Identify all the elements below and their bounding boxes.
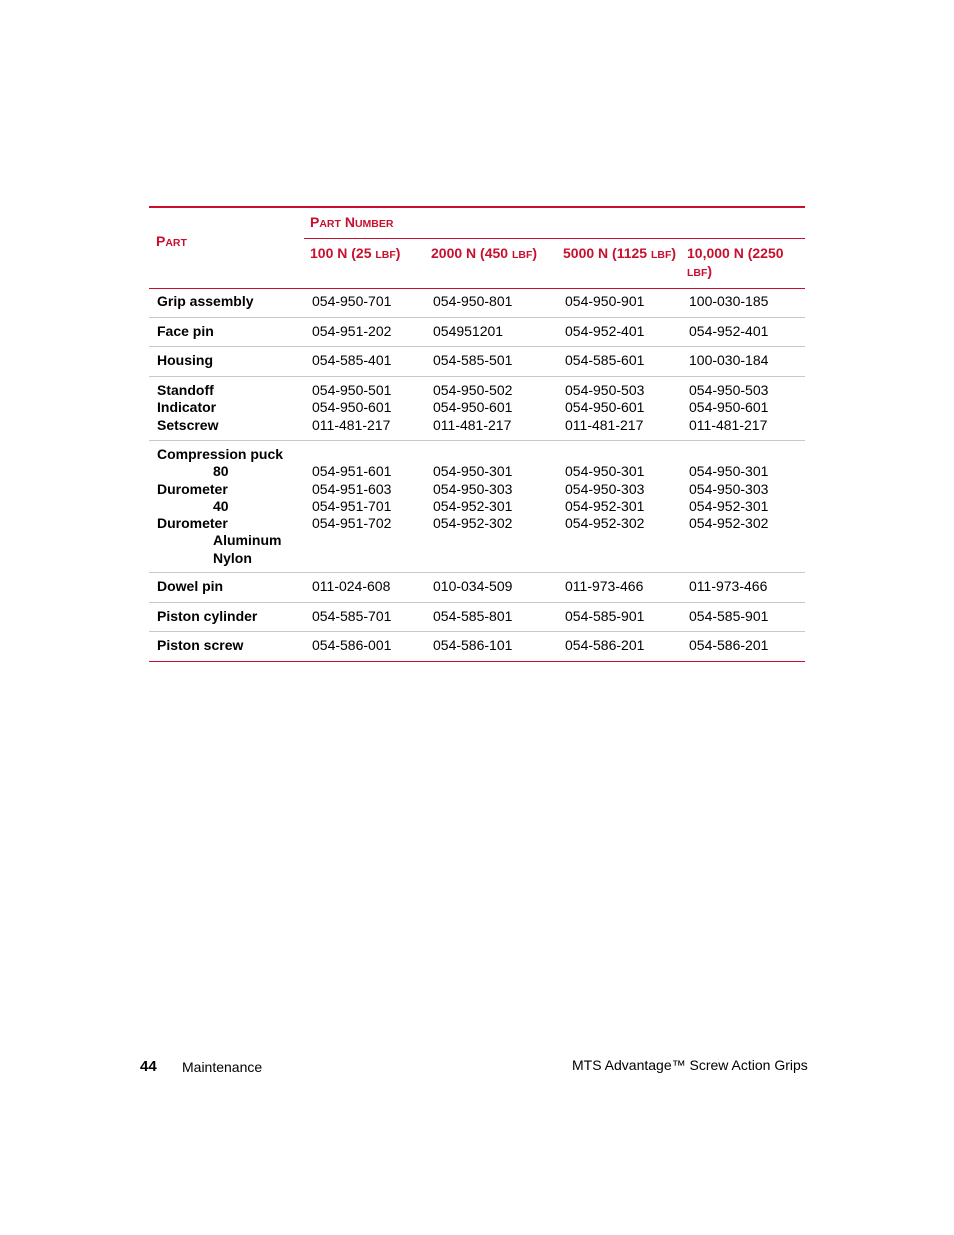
table-row bbox=[149, 441, 805, 573]
part-number bbox=[689, 446, 768, 463]
part-number: 054-950-601 bbox=[689, 399, 769, 416]
part-number: 054-585-401 bbox=[312, 352, 392, 368]
header-part bbox=[156, 233, 187, 249]
part-number: 054-951-702 bbox=[312, 515, 392, 532]
cell-2000n bbox=[433, 446, 512, 532]
col-header-text: 2000 N (450 bbox=[431, 245, 512, 261]
part-number: 054-585-701 bbox=[312, 608, 392, 624]
part-cell bbox=[157, 446, 283, 567]
part-number: 054-952-301 bbox=[433, 497, 513, 514]
part-name: Setscrew bbox=[157, 416, 219, 433]
col-header-text: 5000 N (1125 bbox=[563, 245, 651, 261]
part-cell bbox=[157, 352, 213, 369]
cell-10000n bbox=[689, 637, 768, 654]
part-number: 054-586-101 bbox=[433, 637, 513, 653]
part-number: 011-481-217 bbox=[565, 416, 644, 433]
part-number: 054-952-302 bbox=[565, 515, 645, 532]
part-name: Indicator bbox=[157, 399, 217, 416]
table-top-rule bbox=[149, 206, 805, 208]
part-name: Durometer bbox=[157, 480, 228, 497]
cell-10000n bbox=[689, 608, 768, 625]
part-name: Aluminum bbox=[213, 532, 282, 549]
cell-2000n bbox=[433, 293, 512, 310]
part-name: Durometer bbox=[157, 515, 228, 532]
part-number: 054-951-202 bbox=[312, 323, 392, 339]
part-number bbox=[433, 446, 512, 463]
part-number: 054-585-801 bbox=[433, 608, 513, 624]
cell-10000n bbox=[689, 323, 768, 340]
header-part-number-rule bbox=[304, 238, 805, 239]
table-row bbox=[149, 288, 805, 318]
part-name: Nylon bbox=[213, 549, 252, 566]
cell-5000n bbox=[565, 382, 644, 434]
part-number: 054-951-701 bbox=[312, 497, 392, 514]
table-row bbox=[149, 318, 805, 347]
part-number: 054-952-302 bbox=[433, 515, 513, 532]
table-row bbox=[149, 632, 805, 662]
cell-100n bbox=[312, 293, 391, 310]
column-header-2000n bbox=[431, 244, 556, 264]
col-header-end: ) bbox=[532, 245, 538, 261]
part-cell bbox=[157, 382, 218, 434]
part-number: 054951201 bbox=[433, 323, 504, 339]
part-number: 011-481-217 bbox=[433, 416, 512, 433]
part-number: 054-950-701 bbox=[312, 293, 392, 309]
part-cell bbox=[157, 323, 214, 340]
part-name: Standoff bbox=[157, 382, 214, 398]
part-name: Grip assembly bbox=[157, 293, 254, 309]
cell-10000n bbox=[689, 352, 768, 369]
part-number: 011-973-466 bbox=[689, 578, 768, 594]
part-name: Housing bbox=[157, 352, 213, 368]
part-number bbox=[565, 446, 644, 463]
col-header-end: ) bbox=[395, 245, 401, 261]
cell-100n bbox=[312, 352, 391, 369]
cell-2000n bbox=[433, 352, 512, 369]
cell-10000n bbox=[689, 578, 767, 595]
part-number: 054-952-302 bbox=[689, 515, 769, 532]
col-header-unit: LBF bbox=[687, 267, 708, 279]
part-number: 054-950-601 bbox=[433, 399, 513, 416]
header-part-text: PART bbox=[156, 233, 187, 249]
cell-2000n bbox=[433, 382, 512, 434]
cell-100n bbox=[312, 637, 391, 654]
part-name: Piston screw bbox=[157, 637, 244, 653]
cell-2000n bbox=[433, 608, 512, 625]
part-number bbox=[312, 446, 391, 463]
part-number: 011-481-217 bbox=[312, 416, 391, 433]
part-number: 054-952-301 bbox=[565, 497, 645, 514]
cell-5000n bbox=[565, 578, 643, 595]
cell-2000n bbox=[433, 323, 503, 340]
part-number: 100-030-184 bbox=[689, 352, 769, 368]
part-number: 011-973-466 bbox=[565, 578, 644, 594]
header-part-number-text: PART NUMBER bbox=[310, 214, 394, 230]
part-name: Compression puck bbox=[157, 446, 284, 462]
cell-5000n bbox=[565, 323, 644, 340]
cell-100n bbox=[312, 382, 391, 434]
cell-100n bbox=[312, 578, 390, 595]
col-header-unit: LBF bbox=[375, 249, 396, 261]
cell-5000n bbox=[565, 293, 644, 310]
part-cell bbox=[157, 293, 254, 310]
column-header-5000n bbox=[563, 244, 688, 264]
part-number: 011-481-217 bbox=[689, 416, 768, 433]
part-number: 054-950-502 bbox=[433, 382, 513, 398]
part-number: 054-951-603 bbox=[312, 480, 392, 497]
cell-5000n bbox=[565, 446, 644, 532]
part-number: 054-950-901 bbox=[565, 293, 645, 309]
part-number: 054-952-401 bbox=[689, 323, 769, 339]
footer-doc-title: MTS Advantage™ Screw Action Grips bbox=[572, 1057, 808, 1073]
col-header-unit: LBF bbox=[650, 249, 672, 261]
cell-10000n bbox=[689, 293, 768, 310]
part-number: 054-950-601 bbox=[565, 399, 645, 416]
part-name: Piston cylinder bbox=[157, 608, 258, 624]
cell-5000n bbox=[565, 637, 644, 654]
part-number: 054-585-601 bbox=[565, 352, 645, 368]
col-header-end: ) bbox=[671, 245, 677, 261]
part-number: 054-950-301 bbox=[433, 463, 513, 480]
part-number: 054-950-501 bbox=[312, 382, 392, 398]
part-number: 054-950-301 bbox=[689, 463, 769, 480]
cell-10000n bbox=[689, 446, 768, 532]
part-number: 054-952-301 bbox=[689, 497, 769, 514]
part-name: Dowel pin bbox=[157, 578, 224, 594]
part-number: 054-586-201 bbox=[689, 637, 769, 653]
part-cell bbox=[157, 608, 257, 625]
part-cell bbox=[157, 637, 243, 654]
part-number: 054-950-301 bbox=[565, 463, 645, 480]
col-header-end: ) bbox=[707, 263, 713, 279]
part-number: 054-950-303 bbox=[689, 480, 769, 497]
cell-100n bbox=[312, 323, 391, 340]
column-header-100n bbox=[310, 244, 422, 264]
part-number: 054-952-401 bbox=[565, 323, 645, 339]
part-cell bbox=[157, 578, 223, 595]
part-name: 40 bbox=[213, 497, 229, 514]
cell-2000n bbox=[433, 578, 512, 595]
cell-100n bbox=[312, 608, 391, 625]
header-part-number bbox=[310, 214, 393, 230]
row-separator bbox=[149, 661, 805, 662]
part-number: 054-950-303 bbox=[565, 480, 645, 497]
part-number: 054-585-501 bbox=[433, 352, 513, 368]
cell-5000n bbox=[565, 352, 644, 369]
part-number: 054-585-901 bbox=[689, 608, 769, 624]
part-number: 054-950-503 bbox=[689, 382, 769, 398]
part-number: 100-030-185 bbox=[689, 293, 769, 309]
table-row bbox=[149, 347, 805, 377]
part-number: 054-951-601 bbox=[312, 463, 392, 480]
part-number: 054-585-901 bbox=[565, 608, 645, 624]
part-number: 054-950-503 bbox=[565, 382, 645, 398]
cell-2000n bbox=[433, 637, 512, 654]
cell-5000n bbox=[565, 608, 644, 625]
footer-section: Maintenance bbox=[182, 1059, 263, 1075]
part-number: 054-950-801 bbox=[433, 293, 513, 309]
col-header-unit: LBF bbox=[511, 249, 533, 261]
column-header-10000n bbox=[687, 244, 787, 282]
part-name: Face pin bbox=[157, 323, 214, 339]
table-row bbox=[149, 603, 805, 632]
col-header-text: 10,000 N (2250 bbox=[687, 245, 784, 261]
part-number: 054-950-601 bbox=[312, 399, 392, 416]
part-number: 054-586-201 bbox=[565, 637, 645, 653]
part-number: 054-586-001 bbox=[312, 637, 392, 653]
col-header-text: 100 N (25 bbox=[310, 245, 376, 261]
table-row bbox=[149, 573, 805, 603]
cell-10000n bbox=[689, 382, 768, 434]
part-number: 011-024-608 bbox=[312, 578, 391, 594]
page-number: 44 bbox=[140, 1058, 157, 1075]
part-number: 010-034-509 bbox=[433, 578, 513, 594]
cell-100n bbox=[312, 446, 391, 532]
table-row bbox=[149, 377, 805, 441]
part-name: 80 bbox=[213, 463, 229, 480]
part-number: 054-950-303 bbox=[433, 480, 513, 497]
